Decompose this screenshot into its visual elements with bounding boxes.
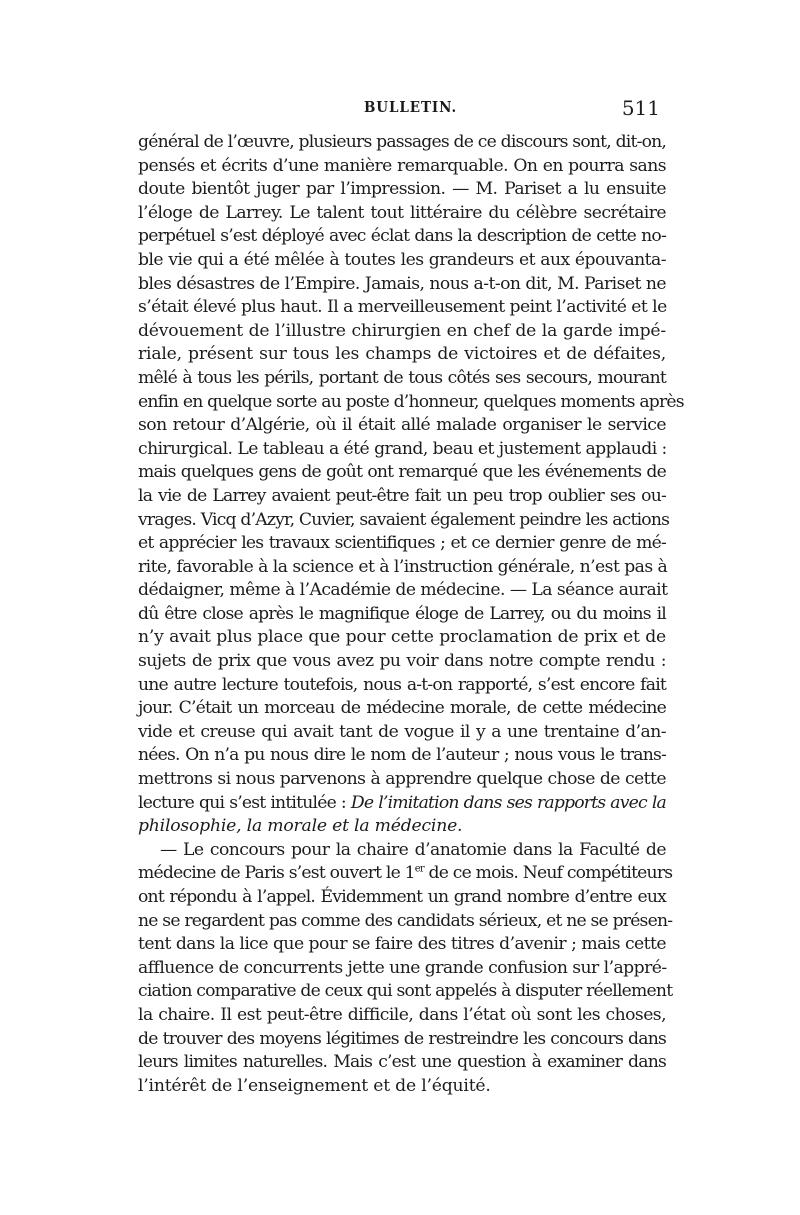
text-line	[138, 579, 666, 603]
text-line	[138, 1075, 666, 1099]
line-text: doute bientôt juger par l’impression. — M. Pariset a lu ensuite	[138, 179, 666, 200]
text-line	[138, 556, 666, 580]
line-text: mêlé à tous les périls, portant de tous côtés ses secours, mourant	[138, 367, 666, 388]
line-text: chirurgical. Le tableau a été grand, beau et justement applaudi :	[138, 438, 667, 459]
text-line	[138, 910, 673, 934]
text-line	[138, 792, 666, 816]
line-text: pensés et écrits d’une manière remarquable. On en pourra sans	[138, 155, 666, 176]
body-text	[138, 131, 684, 1098]
text-line	[138, 391, 684, 415]
line-text: sujets de prix que vous avez pu voir dans notre compte rendu :	[138, 651, 666, 672]
text-line	[138, 603, 666, 627]
line-text: l’éloge de Larrey. Le talent tout littéraire du célèbre secrétaire	[138, 202, 666, 223]
text-line	[138, 320, 666, 344]
text-line	[138, 674, 666, 698]
text-line	[138, 367, 666, 391]
text-line	[138, 1028, 666, 1052]
line-text: affluence de concurrents jette une grande confusion sur l’appré-	[138, 957, 667, 978]
line-text: son retour d’Algérie, où il était allé malade organiser le service	[138, 415, 666, 436]
text-line	[138, 178, 666, 202]
text-line	[138, 343, 666, 367]
text-line	[138, 155, 666, 179]
line-text: général de l’œuvre, plusieurs passages de ce discours sont, dit-on,	[138, 132, 667, 152]
line-text: riale, présent sur tous les champs de victoires et de défaites,	[138, 344, 666, 365]
line-text: enfin en quelque sorte au poste d’honneur, quelques moments après	[138, 391, 684, 412]
line-text: dédaigner, même à l’Académie de médecine. — La séance aurait	[138, 580, 668, 601]
line-text: nées. On n’a pu nous dire le nom de l’auteur ; nous vous le trans-	[138, 745, 666, 766]
line-text: la chaire. Il est peut-être difficile, dans l’état où sont les choses,	[138, 1004, 666, 1025]
page-header	[138, 98, 660, 122]
text-line	[138, 131, 666, 155]
text-line	[138, 697, 666, 721]
line-text: lecture qui s’est intitulée :	[138, 792, 351, 813]
italic-title: De l’imitation dans ses rapports avec la	[350, 792, 666, 813]
line-text: l’intérêt de l’enseignement et de l’équité.	[138, 1075, 491, 1096]
line-text: mettrons si nous parvenons à apprendre quelque chose de cette	[138, 769, 666, 790]
line-text: ciation comparative de ceux qui sont appelés à disputer réellement	[138, 981, 673, 1002]
text-line	[138, 485, 666, 509]
line-text: leurs limites naturelles. Mais c’est une question à examiner dans	[138, 1052, 666, 1073]
line-text: n’y avait plus place que pour cette proclamation de prix et de	[138, 627, 666, 648]
line-text: de ce mois. Neuf compétiteurs	[423, 863, 673, 884]
text-line	[138, 768, 666, 792]
text-line	[138, 461, 666, 485]
italic-title: philosophie, la morale et la médecine.	[138, 816, 463, 837]
line-text: bles désastres de l’Empire. Jamais, nous a-t-on dit, M. Pariset ne	[138, 273, 666, 294]
line-text: s’était élevé plus haut. Il a merveilleusement peint l’activité et le	[138, 297, 667, 318]
line-text: médecine de Paris s’est ouvert le 1	[138, 863, 415, 884]
text-line	[138, 980, 673, 1004]
text-line	[138, 1004, 666, 1028]
text-line	[138, 249, 666, 273]
line-text: vrages. Vicq d’Azyr, Cuvier, savaient également peindre les actions	[138, 509, 670, 530]
line-text: mais quelques gens de goût ont remarqué que les événements de	[138, 462, 666, 483]
line-text: rite, favorable à la science et à l’instruction générale, n’est pas à	[138, 556, 668, 577]
running-title: BULLETIN.	[364, 98, 458, 116]
line-text: ble vie qui a été mêlée à toutes les grandeurs et aux épouvanta-	[138, 249, 666, 270]
line-text: une autre lecture toutefois, nous a-t-on rapporté, s’est encore fait	[138, 674, 666, 695]
text-line	[138, 721, 666, 745]
text-line	[138, 862, 673, 886]
page-number: 511	[621, 96, 660, 120]
text-line	[138, 650, 666, 674]
line-text: dévouement de l’illustre chirurgien en chef de la garde impé-	[138, 320, 666, 341]
text-line	[138, 414, 666, 438]
text-line	[138, 957, 666, 981]
line-text: dû être close après le magnifique éloge de Larrey, ou du moins il	[138, 603, 666, 624]
text-line	[138, 438, 666, 462]
line-text: la vie de Larrey avaient peut-être fait un peu trop oublier ses ou-	[138, 485, 666, 506]
line-text: ont répondu à l’appel. Évidemment un grand nombre d’entre eux	[138, 887, 666, 907]
line-text: vide et creuse qui avait tant de vogue il y a une trentaine d’an-	[138, 721, 666, 742]
line-text: perpétuel s’est déployé avec éclat dans la description de cette no-	[138, 226, 666, 247]
text-line	[138, 509, 670, 533]
text-line	[138, 839, 666, 863]
text-line	[138, 933, 666, 957]
line-text: tent dans la lice que pour se faire des titres d’avenir ; mais cette	[138, 934, 666, 955]
text-line	[138, 202, 666, 226]
line-text: ne se regardent pas comme des candidats sérieux, et ne se présen-	[138, 910, 673, 931]
text-line	[138, 815, 666, 839]
ordinal-suffix: er	[414, 863, 424, 875]
text-line	[138, 744, 666, 768]
line-text: jour. C’était un morceau de médecine morale, de cette médecine	[138, 698, 666, 719]
text-line	[138, 273, 666, 297]
line-text: de trouver des moyens légitimes de restreindre les concours dans	[138, 1028, 666, 1049]
text-line	[138, 626, 666, 650]
text-line	[138, 886, 666, 910]
text-line	[138, 532, 666, 556]
line-text: — Le concours pour la chaire d’anatomie dans la Faculté de	[160, 839, 666, 860]
text-line	[138, 1051, 666, 1075]
text-line	[138, 225, 666, 249]
text-line	[138, 296, 666, 320]
line-text: et apprécier les travaux scientifiques ; et ce dernier genre de mé-	[138, 533, 666, 554]
